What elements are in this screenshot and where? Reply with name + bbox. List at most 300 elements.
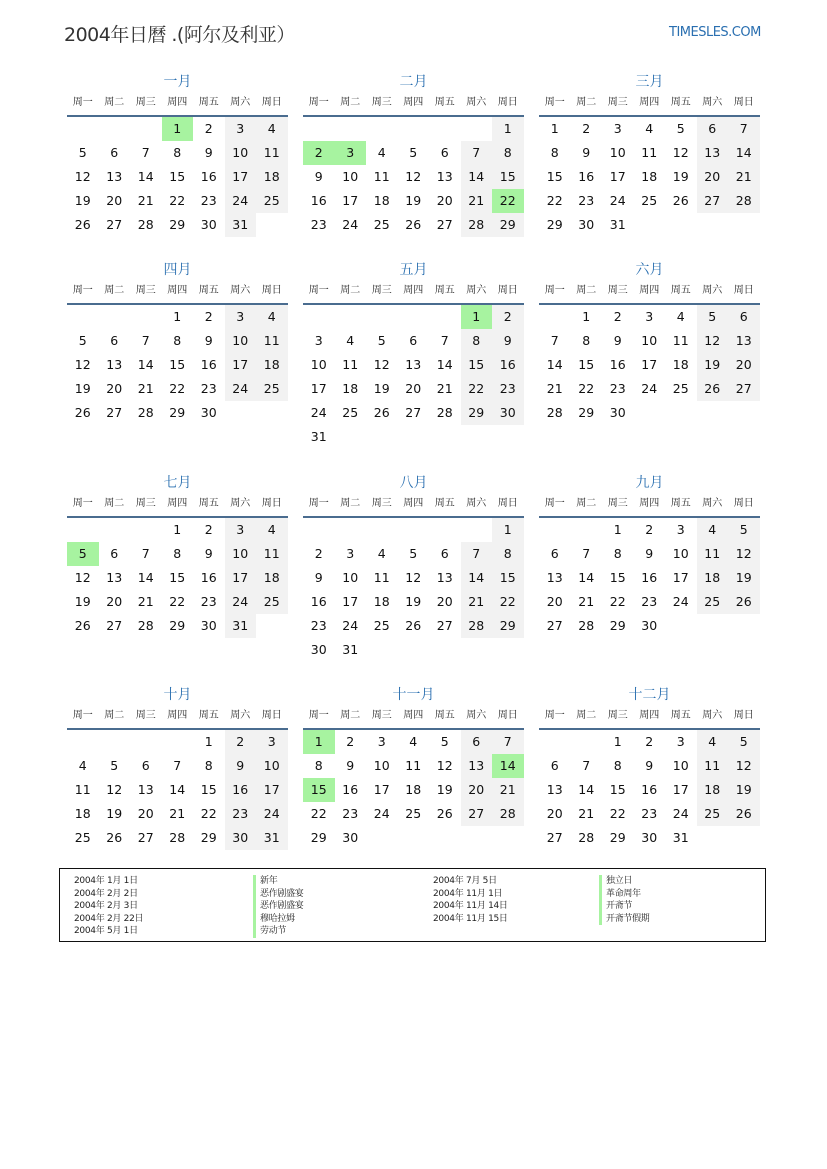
day-cell: 18: [256, 566, 288, 590]
month-name: 一月: [163, 74, 192, 90]
day-cell: 4: [676, 309, 685, 324]
day-cell: 2: [204, 522, 213, 537]
day-cell: 23: [492, 377, 524, 401]
day-cell: 7: [582, 758, 591, 773]
weekday-label: 周六: [702, 97, 723, 108]
empty-cell: [366, 305, 398, 329]
day-cell: 28: [461, 213, 493, 237]
day-cell: 7: [492, 730, 524, 754]
day-cell: 5: [697, 305, 729, 329]
day-cell: 28: [492, 802, 524, 826]
empty-cell: [99, 305, 131, 329]
weekday-label: 周四: [639, 285, 660, 296]
day-cell: 28: [436, 405, 453, 420]
day-cell: 1: [550, 121, 559, 136]
day-cell: 10: [225, 329, 257, 353]
day-cell: 27: [461, 802, 493, 826]
day-cell: 18: [672, 357, 689, 372]
weekday-label: 周四: [639, 710, 660, 721]
weekday-label: 周一: [72, 285, 93, 296]
day-cell: 16: [609, 357, 626, 372]
day-cell: 25: [342, 405, 359, 420]
day-cell: 16: [578, 169, 595, 184]
day-cell: 4: [256, 117, 288, 141]
day-cell: 23: [641, 594, 658, 609]
weekday-label: 周六: [230, 285, 251, 296]
day-cell: 14: [728, 141, 760, 165]
holiday-day-cell: 1: [162, 117, 194, 141]
day-cell: 28: [546, 405, 563, 420]
day-cell: 13: [137, 782, 154, 797]
day-cell: 10: [310, 357, 327, 372]
day-cell: 18: [342, 381, 359, 396]
weekday-label: 周五: [670, 285, 691, 296]
weekday-label: 周三: [135, 97, 156, 108]
weekday-label: 周二: [104, 498, 125, 509]
day-cell: 21: [137, 381, 154, 396]
weekday-label: 周三: [607, 498, 628, 509]
day-cell: 8: [613, 546, 622, 561]
empty-cell: [130, 117, 162, 141]
day-cell: 30: [492, 401, 524, 425]
day-cell: 21: [728, 165, 760, 189]
day-cell: 31: [342, 642, 359, 657]
day-cell: 26: [106, 830, 123, 845]
day-grid: [539, 117, 760, 237]
weekday-label: 周六: [702, 498, 723, 509]
day-cell: 9: [204, 145, 213, 160]
day-cell: 17: [342, 594, 359, 609]
day-cell: 28: [169, 830, 186, 845]
weekday-label: 周二: [104, 710, 125, 721]
day-cell: 6: [110, 333, 119, 348]
empty-cell: [130, 305, 162, 329]
day-cell: 9: [492, 329, 524, 353]
weekday-label: 周四: [403, 498, 424, 509]
month-name: 十一月: [392, 687, 435, 703]
empty-cell: [398, 305, 430, 329]
weekday-label: 周日: [733, 285, 754, 296]
day-cell: 24: [256, 802, 288, 826]
day-cell: 24: [672, 594, 689, 609]
weekday-label: 周一: [544, 285, 565, 296]
day-cell: 21: [169, 806, 186, 821]
day-cell: 9: [204, 546, 213, 561]
weekday-label: 周一: [544, 97, 565, 108]
day-cell: 20: [405, 381, 422, 396]
day-grid: [303, 305, 524, 449]
day-cell: 4: [697, 518, 729, 542]
day-cell: 29: [546, 217, 563, 232]
legend-dates-left: [74, 875, 143, 938]
month-name: 七月: [163, 475, 192, 491]
day-cell: 22: [546, 193, 563, 208]
day-cell: 3: [256, 730, 288, 754]
day-cell: 29: [578, 405, 595, 420]
day-cell: 1: [613, 522, 622, 537]
day-grid: [67, 117, 288, 237]
legend-names-left: [253, 875, 304, 938]
day-cell: 30: [310, 642, 327, 657]
day-cell: 27: [436, 217, 453, 232]
holiday-day-cell: 5: [67, 542, 99, 566]
day-cell: 22: [200, 806, 217, 821]
day-cell: 12: [672, 145, 689, 160]
day-cell: 20: [728, 353, 760, 377]
day-cell: 7: [461, 542, 493, 566]
day-cell: 16: [641, 570, 658, 585]
day-cell: 11: [672, 333, 689, 348]
weekday-label: 周四: [403, 285, 424, 296]
month-name: 八月: [399, 475, 428, 491]
day-cell: 8: [173, 333, 182, 348]
weekday-header: [303, 494, 524, 518]
day-cell: 10: [672, 546, 689, 561]
day-cell: 19: [74, 381, 91, 396]
day-cell: 29: [492, 213, 524, 237]
day-cell: 2: [204, 121, 213, 136]
day-cell: 12: [74, 570, 91, 585]
empty-cell: [571, 730, 603, 754]
weekday-label: 周日: [497, 710, 518, 721]
weekday-label: 周日: [733, 97, 754, 108]
day-grid: [303, 117, 524, 237]
day-cell: 29: [200, 830, 217, 845]
empty-cell: [303, 305, 335, 329]
day-cell: 6: [110, 546, 119, 561]
day-cell: 12: [405, 570, 422, 585]
day-cell: 10: [225, 141, 257, 165]
day-cell: 18: [697, 778, 729, 802]
day-cell: 14: [578, 570, 595, 585]
day-cell: 27: [106, 405, 123, 420]
day-cell: 30: [342, 830, 359, 845]
day-cell: 29: [169, 618, 186, 633]
day-cell: 2: [492, 305, 524, 329]
day-cell: 31: [609, 217, 626, 232]
weekday-label: 周四: [403, 710, 424, 721]
month-block: [539, 473, 760, 638]
day-cell: 23: [342, 806, 359, 821]
day-cell: 30: [609, 405, 626, 420]
weekday-header: [67, 281, 288, 305]
day-cell: 6: [409, 333, 418, 348]
day-cell: 23: [641, 806, 658, 821]
empty-cell: [67, 730, 99, 754]
day-cell: 26: [74, 405, 91, 420]
day-cell: 7: [550, 333, 559, 348]
day-cell: 6: [141, 758, 150, 773]
day-cell: 12: [74, 357, 91, 372]
day-cell: 8: [173, 546, 182, 561]
day-cell: 31: [310, 429, 327, 444]
day-cell: 24: [342, 217, 359, 232]
day-cell: 25: [74, 830, 91, 845]
day-cell: 28: [578, 830, 595, 845]
legend-holiday-name: 革命周年: [599, 888, 650, 901]
day-cell: 25: [405, 806, 422, 821]
month-block: [303, 72, 524, 237]
day-cell: 29: [609, 830, 626, 845]
holiday-day-cell: 1: [303, 730, 335, 754]
day-cell: 5: [409, 145, 418, 160]
day-cell: 25: [641, 193, 658, 208]
day-cell: 20: [436, 594, 453, 609]
day-cell: 20: [137, 806, 154, 821]
day-cell: 14: [461, 566, 493, 590]
day-cell: 24: [672, 806, 689, 821]
day-cell: 8: [492, 542, 524, 566]
day-cell: 26: [405, 618, 422, 633]
day-cell: 2: [204, 309, 213, 324]
empty-cell: [539, 305, 571, 329]
month-block: [67, 260, 288, 425]
weekday-label: 周四: [167, 710, 188, 721]
day-cell: 7: [141, 546, 150, 561]
day-cell: 5: [676, 121, 685, 136]
day-cell: 23: [578, 193, 595, 208]
day-cell: 29: [461, 401, 493, 425]
holiday-day-cell: 1: [461, 305, 493, 329]
month-block: [67, 72, 288, 237]
day-grid: [67, 730, 288, 850]
day-cell: 15: [200, 782, 217, 797]
month-block: [303, 685, 524, 850]
day-cell: 21: [578, 594, 595, 609]
legend-date: 2004年 2月 2日: [74, 888, 138, 899]
day-cell: 14: [169, 782, 186, 797]
day-cell: 5: [440, 734, 449, 749]
day-cell: 9: [346, 758, 355, 773]
day-cell: 18: [373, 594, 390, 609]
weekday-label: 周三: [371, 498, 392, 509]
weekday-header: [303, 281, 524, 305]
day-cell: 11: [405, 758, 422, 773]
day-cell: 23: [609, 381, 626, 396]
empty-cell: [429, 518, 461, 542]
day-cell: 6: [440, 145, 449, 160]
day-cell: 16: [225, 778, 257, 802]
empty-cell: [130, 518, 162, 542]
weekday-label: 周六: [466, 97, 487, 108]
day-cell: 29: [492, 614, 524, 638]
legend-holiday-name: 恶作剧盛宴: [253, 900, 304, 913]
day-cell: 14: [137, 169, 154, 184]
day-cell: 2: [225, 730, 257, 754]
day-cell: 26: [728, 590, 760, 614]
day-cell: 3: [645, 309, 654, 324]
day-cell: 24: [373, 806, 390, 821]
page-title: 2004年日曆 .(阿尔及利亚）: [64, 24, 295, 46]
day-cell: 25: [256, 377, 288, 401]
day-cell: 7: [173, 758, 182, 773]
day-cell: 17: [225, 165, 257, 189]
day-cell: 9: [645, 546, 654, 561]
month-block: [303, 260, 524, 449]
day-cell: 10: [609, 145, 626, 160]
legend-holiday-name: 恶作剧盛宴: [253, 888, 304, 901]
day-cell: 27: [405, 405, 422, 420]
day-cell: 17: [672, 782, 689, 797]
day-cell: 15: [169, 357, 186, 372]
weekday-header: [539, 494, 760, 518]
day-cell: 22: [578, 381, 595, 396]
day-cell: 27: [106, 217, 123, 232]
day-cell: 12: [74, 169, 91, 184]
legend-dates-right: [433, 875, 508, 925]
weekday-label: 周日: [733, 710, 754, 721]
day-cell: 26: [728, 802, 760, 826]
day-cell: 14: [461, 165, 493, 189]
day-cell: 3: [314, 333, 323, 348]
day-cell: 14: [436, 357, 453, 372]
day-cell: 11: [641, 145, 658, 160]
weekday-label: 周六: [230, 498, 251, 509]
day-cell: 23: [310, 618, 327, 633]
day-cell: 4: [256, 305, 288, 329]
day-cell: 27: [728, 377, 760, 401]
day-cell: 26: [74, 618, 91, 633]
weekday-header: [539, 706, 760, 730]
month-block: [303, 473, 524, 662]
weekday-label: 周二: [340, 710, 361, 721]
day-cell: 14: [137, 357, 154, 372]
day-grid: [303, 518, 524, 662]
day-cell: 13: [697, 141, 729, 165]
day-cell: 19: [405, 193, 422, 208]
day-cell: 6: [461, 730, 493, 754]
empty-cell: [461, 518, 493, 542]
day-cell: 17: [609, 169, 626, 184]
weekday-label: 周四: [167, 498, 188, 509]
legend-date: 2004年 1月 1日: [74, 876, 138, 886]
weekday-label: 周六: [702, 285, 723, 296]
day-cell: 5: [728, 518, 760, 542]
day-cell: 5: [78, 145, 87, 160]
day-cell: 25: [256, 189, 288, 213]
weekday-label: 周五: [434, 498, 455, 509]
day-cell: 16: [200, 357, 217, 372]
weekday-label: 周四: [639, 97, 660, 108]
day-cell: 5: [409, 546, 418, 561]
day-cell: 12: [405, 169, 422, 184]
weekday-label: 周五: [198, 97, 219, 108]
day-cell: 17: [310, 381, 327, 396]
day-cell: 14: [546, 357, 563, 372]
day-cell: 15: [169, 570, 186, 585]
empty-cell: [571, 518, 603, 542]
weekday-label: 周二: [340, 97, 361, 108]
holiday-day-cell: 14: [492, 754, 524, 778]
empty-cell: [162, 730, 194, 754]
day-cell: 16: [342, 782, 359, 797]
weekday-label: 周三: [135, 710, 156, 721]
day-cell: 6: [110, 145, 119, 160]
weekday-label: 周五: [198, 498, 219, 509]
weekday-label: 周三: [135, 285, 156, 296]
day-cell: 29: [169, 217, 186, 232]
weekday-label: 周六: [466, 710, 487, 721]
month-name: 十月: [163, 687, 192, 703]
day-cell: 20: [697, 165, 729, 189]
day-cell: 12: [373, 357, 390, 372]
weekday-label: 周五: [198, 710, 219, 721]
day-cell: 17: [672, 570, 689, 585]
day-cell: 2: [582, 121, 591, 136]
day-cell: 17: [225, 353, 257, 377]
day-cell: 22: [169, 381, 186, 396]
weekday-label: 周三: [371, 710, 392, 721]
empty-cell: [429, 117, 461, 141]
day-cell: 22: [609, 594, 626, 609]
legend-date: 2004年 11月 14日: [433, 901, 508, 911]
day-cell: 21: [546, 381, 563, 396]
day-cell: 24: [609, 193, 626, 208]
day-cell: 19: [74, 594, 91, 609]
day-cell: 11: [373, 169, 390, 184]
legend-holiday-name: 劳动节: [253, 925, 304, 938]
day-cell: 16: [310, 594, 327, 609]
day-cell: 27: [546, 618, 563, 633]
day-cell: 8: [461, 329, 493, 353]
day-cell: 13: [106, 169, 123, 184]
day-cell: 8: [314, 758, 323, 773]
day-cell: 15: [492, 566, 524, 590]
day-cell: 11: [256, 329, 288, 353]
day-cell: 9: [204, 333, 213, 348]
weekday-label: 周一: [72, 710, 93, 721]
empty-cell: [366, 518, 398, 542]
day-cell: 31: [225, 213, 257, 237]
weekday-label: 周五: [434, 97, 455, 108]
weekday-header: [67, 494, 288, 518]
site-logo-text[interactable]: TIMESLES.COM: [669, 25, 761, 40]
day-cell: 30: [578, 217, 595, 232]
day-cell: 28: [137, 618, 154, 633]
weekday-label: 周二: [576, 97, 597, 108]
weekday-label: 周三: [371, 97, 392, 108]
day-cell: 29: [169, 405, 186, 420]
day-cell: 7: [582, 546, 591, 561]
legend-holiday-name: 开斋节假期: [599, 913, 650, 926]
weekday-label: 周二: [576, 710, 597, 721]
day-cell: 13: [405, 357, 422, 372]
day-cell: 11: [373, 570, 390, 585]
weekday-label: 周日: [497, 498, 518, 509]
day-cell: 24: [225, 590, 257, 614]
month-block: [539, 72, 760, 237]
empty-cell: [398, 117, 430, 141]
day-cell: 23: [200, 193, 217, 208]
day-cell: 22: [169, 594, 186, 609]
day-cell: 23: [310, 217, 327, 232]
day-cell: 30: [200, 405, 217, 420]
day-cell: 11: [74, 782, 91, 797]
day-cell: 21: [461, 590, 493, 614]
empty-cell: [99, 730, 131, 754]
day-cell: 8: [613, 758, 622, 773]
empty-cell: [99, 117, 131, 141]
empty-cell: [67, 305, 99, 329]
month-name: 五月: [399, 262, 428, 278]
day-cell: 25: [373, 618, 390, 633]
day-cell: 3: [346, 546, 355, 561]
weekday-label: 周一: [544, 498, 565, 509]
holiday-legend: [59, 868, 766, 942]
day-cell: 19: [74, 193, 91, 208]
day-cell: 13: [461, 754, 493, 778]
day-cell: 28: [578, 618, 595, 633]
